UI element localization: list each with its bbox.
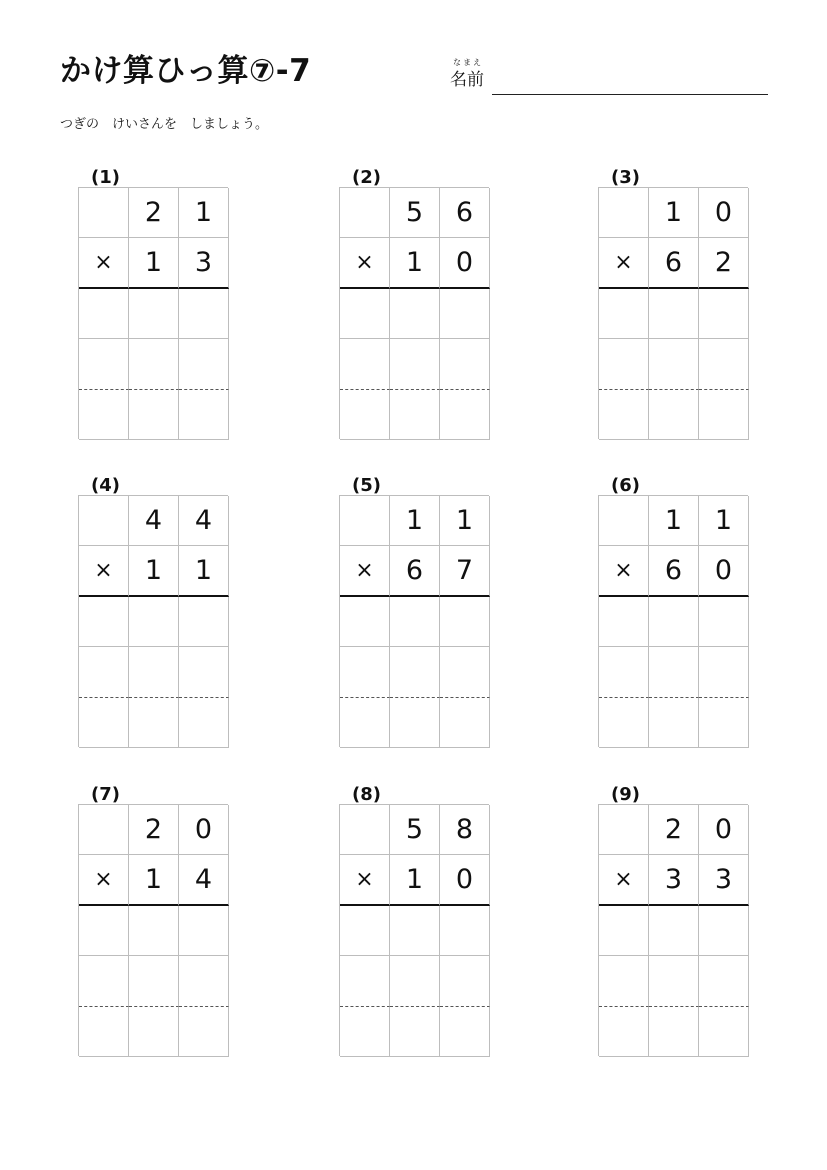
multiply-sign: × <box>340 855 390 905</box>
multiplier-digit: 0 <box>440 855 490 905</box>
answer-cell[interactable] <box>179 698 229 748</box>
problem-6 <box>598 473 758 758</box>
multiplier-digit: 1 <box>390 855 440 905</box>
answer-cell[interactable] <box>699 289 749 339</box>
answer-cell[interactable] <box>340 956 390 1006</box>
answer-cell[interactable] <box>390 289 440 339</box>
answer-cell[interactable] <box>129 906 179 956</box>
multiplier-digit: 2 <box>699 238 749 288</box>
problem-1 <box>78 165 238 450</box>
multiplier-digit: 6 <box>390 546 440 596</box>
calculation-grid <box>339 187 489 439</box>
name-write-line[interactable] <box>492 94 768 95</box>
multiplicand-digit: 6 <box>440 188 490 238</box>
answer-cell[interactable] <box>129 339 179 389</box>
multiply-sign: × <box>599 238 649 288</box>
multiplicand-digit: 1 <box>699 496 749 546</box>
multiplier-digit: 6 <box>649 546 699 596</box>
answer-cell[interactable] <box>79 647 129 697</box>
empty-cell <box>599 496 649 546</box>
multiplicand-digit: 1 <box>649 188 699 238</box>
multiplier-digit: 3 <box>179 238 229 288</box>
multiplier-digit: 1 <box>129 238 179 288</box>
problem-label: (7) <box>91 784 120 805</box>
empty-cell <box>340 805 390 855</box>
answer-cell[interactable] <box>599 390 649 440</box>
empty-cell <box>599 188 649 238</box>
answer-cell[interactable] <box>440 597 490 647</box>
answer-cell[interactable] <box>390 647 440 697</box>
answer-cell[interactable] <box>179 390 229 440</box>
answer-cell[interactable] <box>79 390 129 440</box>
answer-cell[interactable] <box>79 698 129 748</box>
answer-cell[interactable] <box>440 956 490 1006</box>
multiplicand-digit: 2 <box>129 805 179 855</box>
multiplicand-digit: 1 <box>649 496 699 546</box>
answer-cell[interactable] <box>440 289 490 339</box>
problem-9 <box>598 782 758 1067</box>
calculation-grid <box>78 804 228 1056</box>
answer-cell[interactable] <box>599 956 649 1006</box>
answer-cell[interactable] <box>179 339 229 389</box>
problem-3 <box>598 165 758 450</box>
problem-label: (8) <box>352 784 381 805</box>
answer-cell[interactable] <box>649 698 699 748</box>
answer-cell[interactable] <box>440 647 490 697</box>
calculation-grid <box>339 804 489 1056</box>
answer-cell[interactable] <box>649 906 699 956</box>
calculation-grid <box>598 187 748 439</box>
answer-cell[interactable] <box>440 390 490 440</box>
problem-2 <box>339 165 499 450</box>
multiplier-digit: 1 <box>129 546 179 596</box>
problem-4 <box>78 473 238 758</box>
answer-cell[interactable] <box>179 956 229 1006</box>
problem-label: (3) <box>611 167 640 188</box>
answer-cell[interactable] <box>390 906 440 956</box>
multiplicand-digit: 4 <box>129 496 179 546</box>
empty-cell <box>599 805 649 855</box>
answer-cell[interactable] <box>179 289 229 339</box>
multiply-sign: × <box>340 546 390 596</box>
multiplier-digit: 3 <box>649 855 699 905</box>
answer-cell[interactable] <box>179 906 229 956</box>
calculation-grid <box>339 495 489 747</box>
answer-cell[interactable] <box>179 1007 229 1057</box>
answer-cell[interactable] <box>340 1007 390 1057</box>
instruction-text: つぎの けいさんを しましょう。 <box>60 117 269 132</box>
answer-cell[interactable] <box>340 289 390 339</box>
multiply-sign: × <box>79 546 129 596</box>
answer-cell[interactable] <box>129 597 179 647</box>
answer-cell[interactable] <box>699 906 749 956</box>
answer-cell[interactable] <box>649 390 699 440</box>
answer-cell[interactable] <box>599 597 649 647</box>
answer-cell[interactable] <box>699 698 749 748</box>
multiply-sign: × <box>79 238 129 288</box>
problem-label: (6) <box>611 475 640 496</box>
answer-cell[interactable] <box>79 339 129 389</box>
multiplicand-digit: 2 <box>129 188 179 238</box>
problem-label: (2) <box>352 167 381 188</box>
answer-cell[interactable] <box>129 698 179 748</box>
problem-label: (4) <box>91 475 120 496</box>
answer-cell[interactable] <box>340 647 390 697</box>
problem-5 <box>339 473 499 758</box>
answer-cell[interactable] <box>649 1007 699 1057</box>
multiplier-digit: 3 <box>699 855 749 905</box>
multiplicand-digit: 1 <box>440 496 490 546</box>
answer-cell[interactable] <box>79 956 129 1006</box>
answer-cell[interactable] <box>599 647 649 697</box>
answer-cell[interactable] <box>179 647 229 697</box>
answer-cell[interactable] <box>599 906 649 956</box>
answer-cell[interactable] <box>599 698 649 748</box>
multiplicand-digit: 0 <box>179 805 229 855</box>
multiplier-digit: 6 <box>649 238 699 288</box>
answer-cell[interactable] <box>699 597 749 647</box>
multiplicand-digit: 5 <box>390 805 440 855</box>
multiplier-digit: 1 <box>390 238 440 288</box>
answer-cell[interactable] <box>699 1007 749 1057</box>
multiplier-digit: 4 <box>179 855 229 905</box>
multiplicand-digit: 4 <box>179 496 229 546</box>
answer-cell[interactable] <box>390 339 440 389</box>
answer-cell[interactable] <box>599 1007 649 1057</box>
answer-cell[interactable] <box>390 390 440 440</box>
multiplicand-digit: 1 <box>179 188 229 238</box>
problem-label: (5) <box>352 475 381 496</box>
multiplicand-digit: 0 <box>699 188 749 238</box>
answer-cell[interactable] <box>79 289 129 339</box>
multiply-sign: × <box>79 855 129 905</box>
answer-cell[interactable] <box>649 339 699 389</box>
calculation-grid <box>598 495 748 747</box>
empty-cell <box>340 496 390 546</box>
answer-cell[interactable] <box>699 339 749 389</box>
answer-cell[interactable] <box>699 647 749 697</box>
problem-label: (9) <box>611 784 640 805</box>
answer-cell[interactable] <box>129 956 179 1006</box>
answer-cell[interactable] <box>440 1007 490 1057</box>
multiply-sign: × <box>599 546 649 596</box>
answer-cell[interactable] <box>340 906 390 956</box>
calculation-grid <box>78 495 228 747</box>
answer-cell[interactable] <box>340 698 390 748</box>
answer-cell[interactable] <box>340 339 390 389</box>
problem-7 <box>78 782 238 1067</box>
answer-cell[interactable] <box>390 1007 440 1057</box>
answer-cell[interactable] <box>129 647 179 697</box>
answer-cell[interactable] <box>179 597 229 647</box>
answer-cell[interactable] <box>649 956 699 1006</box>
multiply-sign: × <box>340 238 390 288</box>
multiplicand-digit: 2 <box>649 805 699 855</box>
answer-cell[interactable] <box>440 906 490 956</box>
multiply-sign: × <box>599 855 649 905</box>
answer-cell[interactable] <box>340 597 390 647</box>
name-ruby: なまえ <box>453 58 483 67</box>
calculation-grid <box>598 804 748 1056</box>
answer-cell[interactable] <box>390 956 440 1006</box>
answer-cell[interactable] <box>79 906 129 956</box>
multiplicand-digit: 0 <box>699 805 749 855</box>
answer-cell[interactable] <box>599 289 649 339</box>
multiplicand-digit: 1 <box>390 496 440 546</box>
answer-cell[interactable] <box>390 597 440 647</box>
answer-cell[interactable] <box>390 698 440 748</box>
multiplier-digit: 0 <box>699 546 749 596</box>
name-field-area <box>450 58 770 98</box>
answer-cell[interactable] <box>79 1007 129 1057</box>
answer-cell[interactable] <box>129 1007 179 1057</box>
calculation-grid <box>78 187 228 439</box>
multiplier-digit: 1 <box>179 546 229 596</box>
multiplicand-digit: 5 <box>390 188 440 238</box>
answer-cell[interactable] <box>129 289 179 339</box>
answer-cell[interactable] <box>649 597 699 647</box>
empty-cell <box>79 805 129 855</box>
multiplier-digit: 1 <box>129 855 179 905</box>
answer-cell[interactable] <box>440 339 490 389</box>
problem-label: (1) <box>91 167 120 188</box>
multiplier-digit: 0 <box>440 238 490 288</box>
answer-cell[interactable] <box>340 390 390 440</box>
answer-cell[interactable] <box>599 339 649 389</box>
multiplier-digit: 7 <box>440 546 490 596</box>
answer-cell[interactable] <box>79 597 129 647</box>
empty-cell <box>79 188 129 238</box>
answer-cell[interactable] <box>129 390 179 440</box>
answer-cell[interactable] <box>649 289 699 339</box>
answer-cell[interactable] <box>440 698 490 748</box>
multiplicand-digit: 8 <box>440 805 490 855</box>
problem-8 <box>339 782 499 1067</box>
answer-cell[interactable] <box>699 390 749 440</box>
name-label: 名前 <box>450 70 484 90</box>
empty-cell <box>79 496 129 546</box>
answer-cell[interactable] <box>699 956 749 1006</box>
answer-cell[interactable] <box>649 647 699 697</box>
worksheet-title: かけ算ひっ算⑦-7 <box>60 53 312 89</box>
empty-cell <box>340 188 390 238</box>
